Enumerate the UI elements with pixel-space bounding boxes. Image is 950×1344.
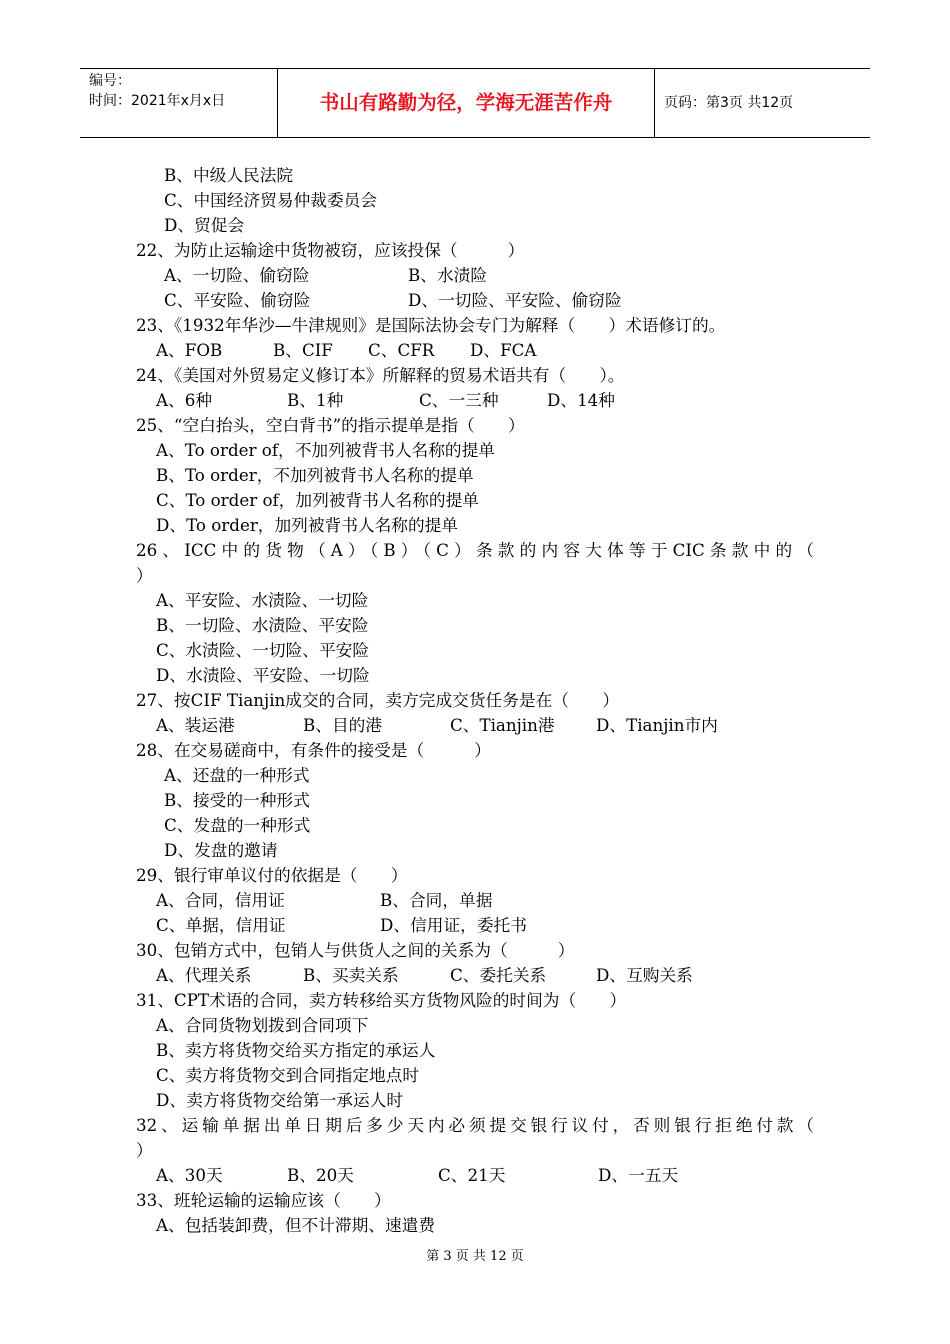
option-d: D、一切险、平安险、偷窃险	[408, 290, 622, 310]
option-line: C、水渍险、一切险、平安险	[156, 640, 370, 660]
option-c: C、CFR	[368, 340, 435, 360]
question-33: 33、班轮运输的运输应该（ ）	[136, 1190, 391, 1210]
question-29: 29、银行审单议付的依据是（ ）	[136, 865, 408, 885]
option-a: A、合同，信用证	[156, 890, 285, 910]
option-line: C、To order of，加列被背书人名称的提单	[156, 490, 479, 510]
question-32: 32、运输单据出单日期后多少天内必须提交银行议付，否则银行拒绝付款（	[136, 1115, 814, 1135]
option-line: B、中级人民法院	[164, 165, 294, 185]
option-line: B、接受的一种形式	[164, 790, 310, 810]
option-line: C、卖方将货物交到合同指定地点时	[156, 1065, 420, 1085]
option-line	[156, 713, 718, 737]
option-a: A、装运港	[156, 715, 235, 735]
page-header	[80, 68, 870, 138]
option-d: D、一五天	[598, 1165, 679, 1185]
option-c: C、一三种	[419, 390, 499, 410]
option-c: C、21天	[438, 1165, 506, 1185]
option-line: D、To order，加列被背书人名称的提单	[156, 515, 459, 535]
question-26-continued: ）	[136, 565, 153, 585]
question-31: 31、CPT术语的合同，卖方转移给买方货物风险的时间为（ ）	[136, 990, 627, 1010]
option-line: D、水渍险、平安险、一切险	[156, 665, 370, 685]
option-line: D、贸促会	[164, 215, 245, 235]
option-d: D、FCA	[470, 340, 537, 360]
option-b: B、目的港	[303, 715, 383, 735]
option-line: A、平安险、水渍险、一切险	[156, 590, 369, 610]
option-line	[156, 338, 537, 362]
option-b: B、水渍险	[408, 265, 488, 285]
header-motto: 书山有路勤为径，学海无涯苦作舟	[278, 69, 655, 137]
question-26: 26、ICC中的货物（A）（B）（C）条款的内容大体等于CIC条款中的（	[136, 540, 814, 560]
option-a: A、30天	[156, 1165, 223, 1185]
option-line: A、包括装卸费，但不计滞期、速遣费	[156, 1215, 436, 1235]
option-b: B、20天	[287, 1165, 354, 1185]
header-info-cell	[80, 69, 278, 137]
option-c: C、单据，信用证	[156, 915, 286, 935]
option-c: C、平安险、偷窃险	[164, 290, 311, 310]
option-line	[156, 388, 615, 412]
option-a: A、6种	[156, 390, 213, 410]
option-a: A、代理关系	[156, 965, 252, 985]
option-line: A、To order of，不加列被背书人名称的提单	[156, 440, 495, 460]
option-line: A、合同货物划拨到合同项下	[156, 1015, 369, 1035]
option-d: D、信用证，委托书	[380, 915, 527, 935]
option-line	[164, 288, 622, 312]
option-d: D、互购关系	[596, 965, 693, 985]
option-line: B、卖方将货物交给买方指定的承运人	[156, 1040, 436, 1060]
option-line: C、发盘的一种形式	[164, 815, 311, 835]
option-d: D、14种	[547, 390, 615, 410]
page-footer: 第 3 页 共 12 页	[426, 1249, 524, 1264]
option-line: B、一切险、水渍险、平安险	[156, 615, 369, 635]
option-a: A、一切险、偷窃险	[164, 265, 310, 285]
option-line: C、中国经济贸易仲裁委员会	[164, 190, 378, 210]
question-25: 25、“空白抬头，空白背书”的指示提单是指（ ）	[136, 415, 525, 435]
header-number: 编号：	[89, 73, 131, 89]
option-b: B、1种	[287, 390, 344, 410]
option-line: A、还盘的一种形式	[164, 765, 310, 785]
header-time: 时间：2021年x月x日	[89, 93, 226, 109]
option-line	[156, 888, 493, 912]
header-page-number: 页码：第3页 共12页	[664, 95, 794, 111]
option-b: B、CIF	[273, 340, 333, 360]
option-line	[156, 1163, 679, 1187]
option-line	[156, 963, 693, 987]
option-line: D、卖方将货物交给第一承运人时	[156, 1090, 404, 1110]
question-32-continued: ）	[136, 1140, 153, 1160]
option-line	[164, 263, 488, 287]
question-22: 22、为防止运输途中货物被窃，应该投保（ ）	[136, 240, 525, 260]
option-line	[156, 913, 527, 937]
option-a: A、FOB	[156, 340, 223, 360]
option-d: D、Tianjin市内	[596, 715, 718, 735]
option-line: B、To order，不加列被背书人名称的提单	[156, 465, 474, 485]
option-c: C、Tianjin港	[450, 715, 555, 735]
question-30: 30、包销方式中，包销人与供货人之间的关系为（ ）	[136, 940, 575, 960]
question-27: 27、按CIF Tianjin成交的合同，卖方完成交货任务是在（ ）	[136, 690, 620, 710]
question-28: 28、在交易磋商中，有条件的接受是（ ）	[136, 740, 491, 760]
option-line: D、发盘的邀请	[164, 840, 278, 860]
option-c: C、委托关系	[450, 965, 547, 985]
question-23: 23、《1932年华沙—牛津规则》是国际法协会专门为解释（ ）术语修订的。	[136, 315, 726, 335]
option-b: B、买卖关系	[303, 965, 399, 985]
option-b: B、合同，单据	[380, 890, 493, 910]
question-24: 24、《美国对外贸易定义修订本》所解释的贸易术语共有（ ）。	[136, 365, 625, 385]
